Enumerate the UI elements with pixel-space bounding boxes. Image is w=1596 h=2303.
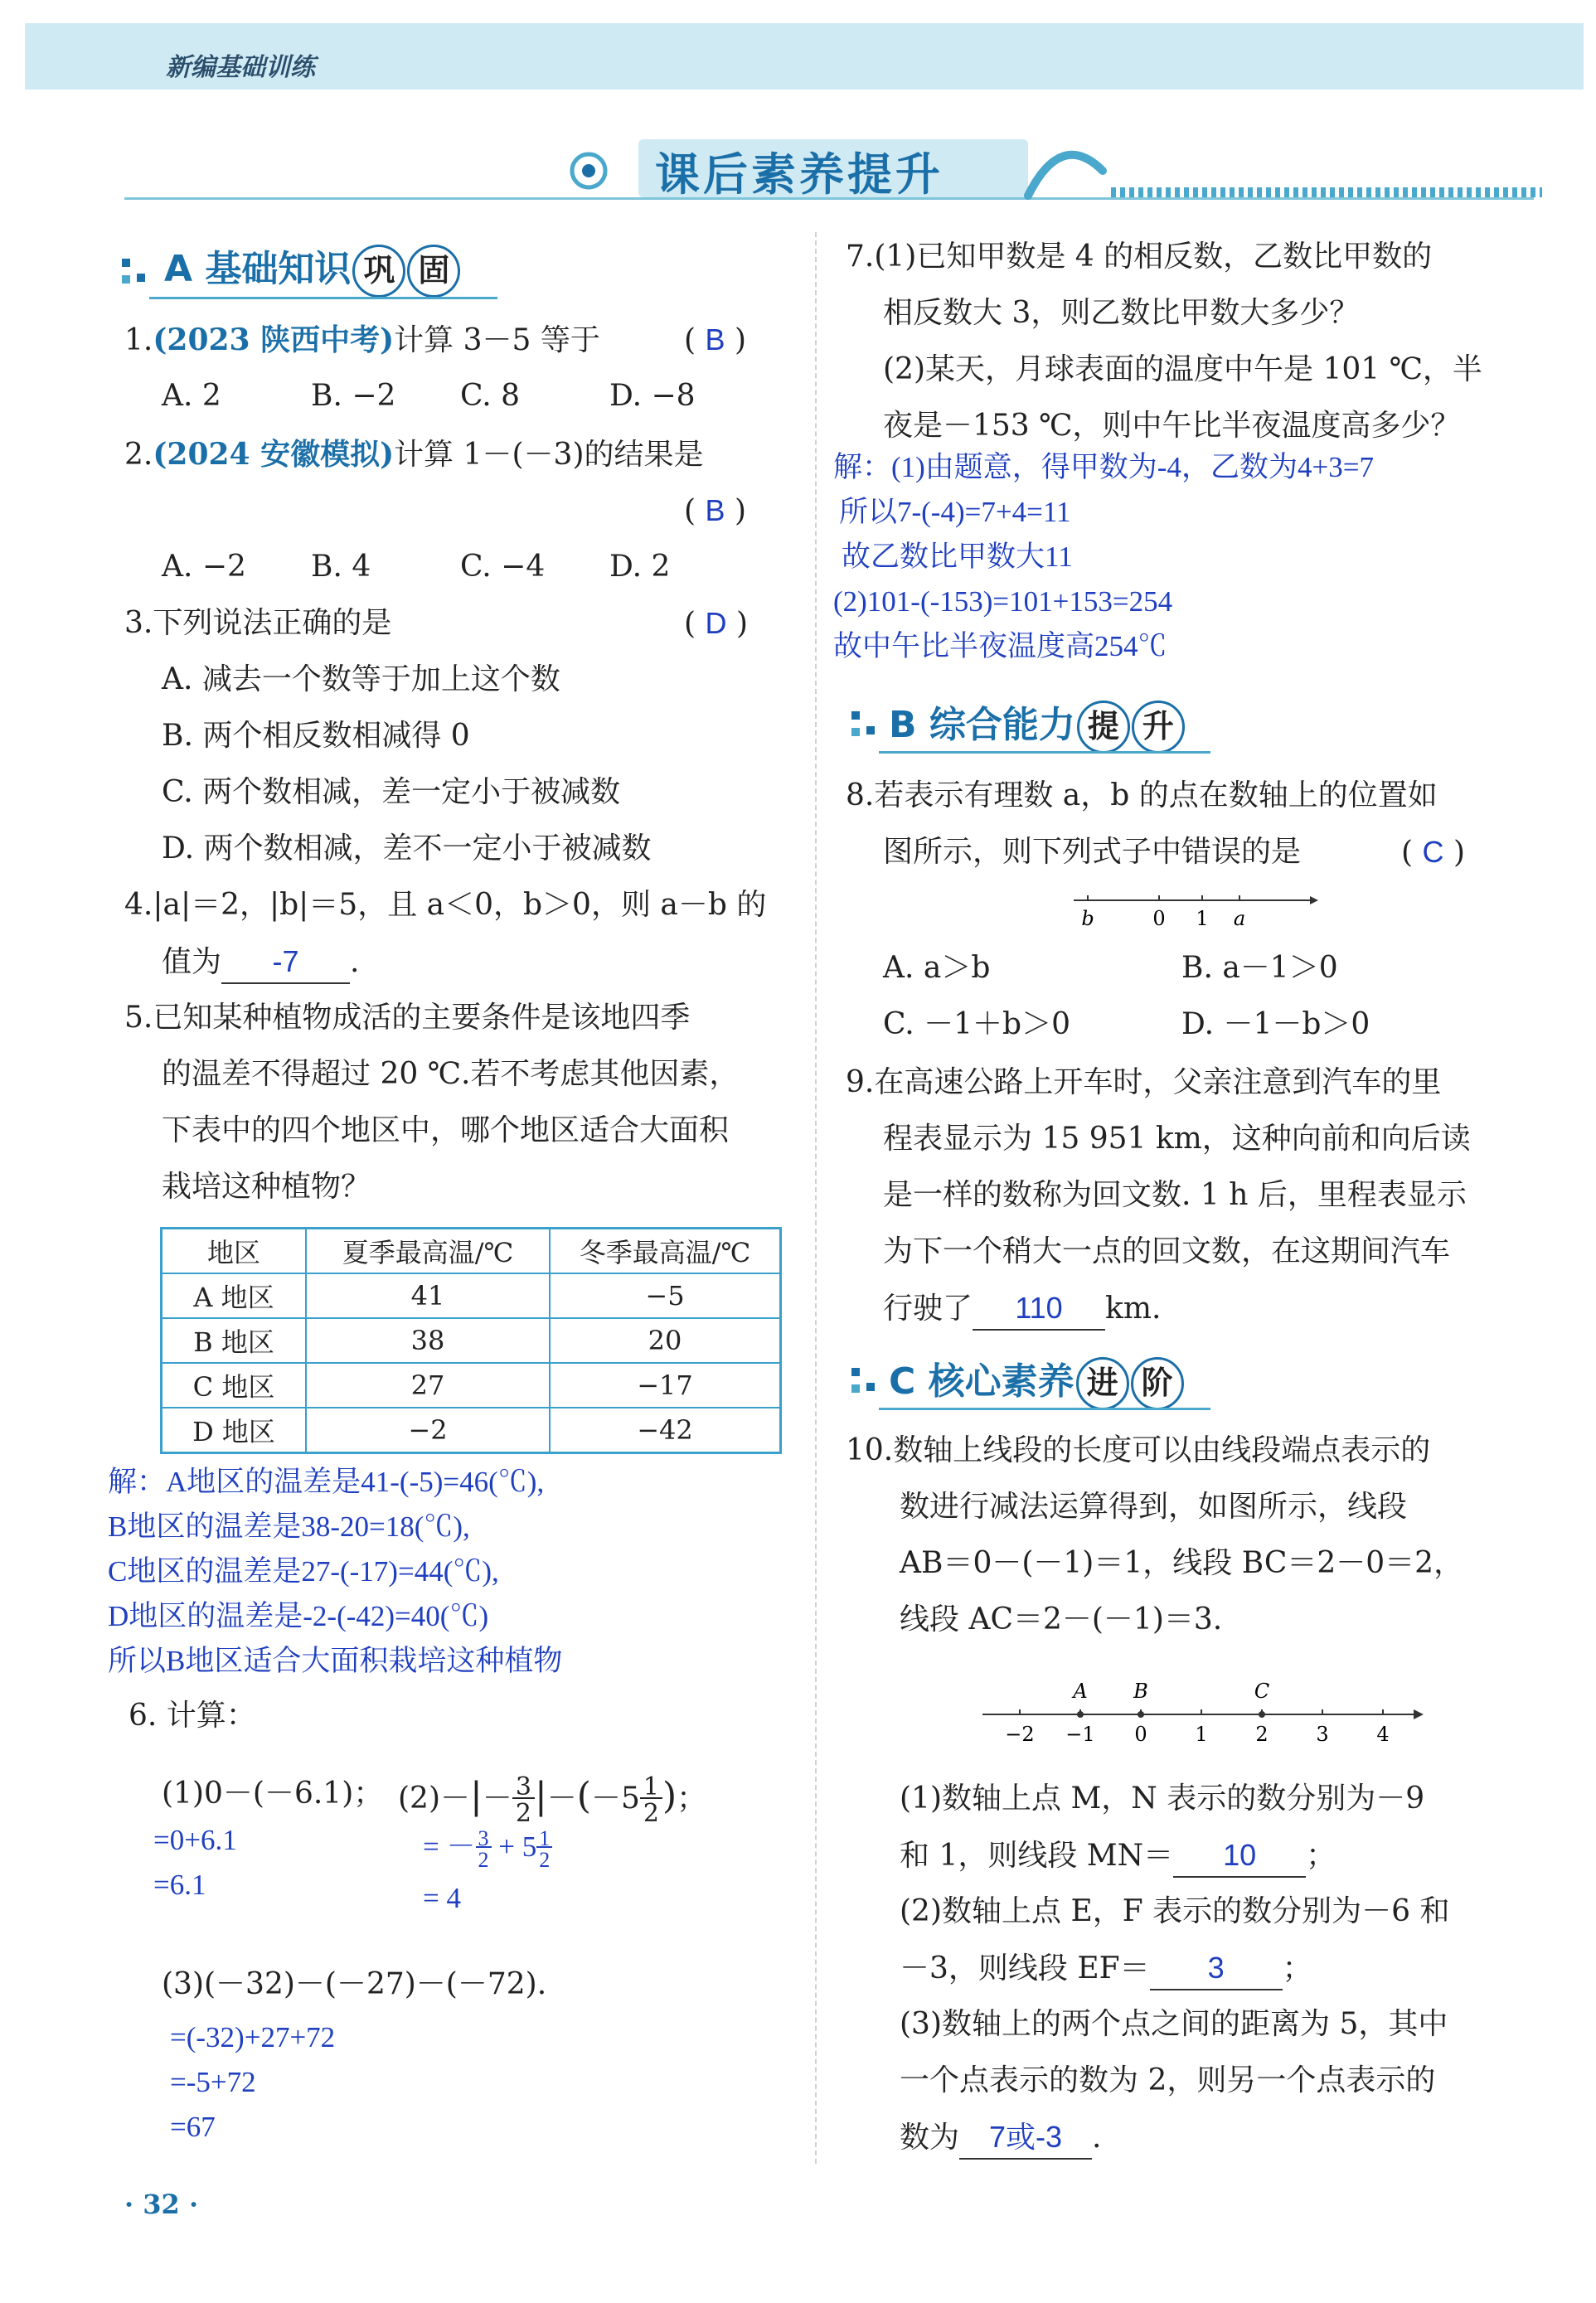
column-divider xyxy=(815,232,817,2164)
q1-option-c: C. 8 xyxy=(460,379,521,413)
q8-line2: 图所示，则下列式子中错误的是 xyxy=(883,835,1302,869)
table-row xyxy=(162,1318,781,1363)
q1-answer-bracket: ( B ) xyxy=(684,322,747,357)
q10-number-line xyxy=(978,1668,1426,1759)
series-title: 新编基础训练 xyxy=(166,53,315,82)
q10-part3-line2: 一个点表示的数为 2，则另一个点表示的 xyxy=(900,2063,1436,2097)
q1-option-a: A. 2 xyxy=(162,379,221,413)
q9-line1: 9.在高速公路上开车时，父亲注意到汽车的里 xyxy=(846,1065,1442,1099)
q10-line1: 10.数轴上线段的长度可以由线段端点表示的 xyxy=(846,1433,1431,1467)
q7-solution-line: 所以7-(-4)=7+4=11 xyxy=(839,496,1071,528)
q8-option-c: C. －1＋b＞0 xyxy=(883,1007,1071,1041)
q3-option-c: C. 两个数相减，差一定小于被减数 xyxy=(162,775,621,809)
table-row xyxy=(162,1273,781,1318)
q3-stem: 3.下列说法正确的是 xyxy=(124,606,392,640)
section-dots-icon xyxy=(850,1366,880,1396)
q10-line4: 线段 AC＝2－(－1)＝3. xyxy=(900,1602,1223,1636)
q8-answer-bracket: ( C ) xyxy=(1401,835,1465,870)
q10-tick-label: 4 xyxy=(1376,1723,1390,1746)
section-dots-icon xyxy=(850,710,880,739)
table-row xyxy=(162,1408,781,1453)
q6-work3-line: =67 xyxy=(170,2111,216,2143)
section-dots-icon xyxy=(120,257,150,287)
table-cell: 27 xyxy=(306,1363,550,1408)
q6-work2-line1: = － 3 2 + 5 1 2 xyxy=(423,1827,552,1871)
q3-answer-bracket: ( D ) xyxy=(684,606,748,641)
q8-axis-label: a xyxy=(1233,907,1246,930)
q2-answer-bracket: ( B ) xyxy=(684,493,747,528)
q1-option-d: D. −8 xyxy=(609,379,696,413)
q6-part2: (2)－|－ 3 2|－(－5 1 2)； xyxy=(398,1772,707,1828)
q6-part1: (1)0－(－6.1)； xyxy=(162,1777,384,1811)
q10-part2-line1: (2)数轴上点 E，F 表示的数分别为－6 和 xyxy=(900,1894,1450,1928)
q9-line5: 行驶了 110 km. xyxy=(883,1288,1161,1331)
q6-part3: (3)(－32)－(－27)－(－72). xyxy=(162,1967,547,2001)
table-cell: 38 xyxy=(306,1318,550,1363)
q5-solution-line: 解：A地区的温差是41-(-5)=46(℃), xyxy=(108,1466,545,1498)
q5-line2: 的温差不得超过 20 ℃.若不考虑其他因素， xyxy=(162,1057,740,1091)
table-cell: −5 xyxy=(550,1273,781,1318)
page-number: · 32 · xyxy=(124,2189,199,2220)
q6-stem: 6. 计算： xyxy=(129,1699,256,1733)
q6-work3-line: =(-32)+27+72 xyxy=(170,2021,336,2053)
title-swirl-icon xyxy=(1020,138,1111,204)
q10-tick-label: 2 xyxy=(1255,1723,1269,1746)
q5-line3: 下表中的四个地区中，哪个地区适合大面积 xyxy=(162,1113,730,1147)
section-c-heading: C 核心素养 进 阶 xyxy=(889,1351,1184,1410)
table-cell: D 地区 xyxy=(162,1408,307,1453)
q1-stem: 1.(2023 陕西中考)计算 3－5 等于 xyxy=(124,322,600,357)
q7-line2: 相反数大 3，则乙数比甲数大多少？ xyxy=(883,296,1360,330)
q9-line2: 程表显示为 15 951 km，这种向前和向后读 xyxy=(883,1122,1471,1156)
section-a-heading: A 基础知识 巩 固 xyxy=(164,239,460,298)
q7-line1: 7.(1)已知甲数是 4 的相反数，乙数比甲数的 xyxy=(846,240,1433,274)
q8-option-b: B. a－1＞0 xyxy=(1181,951,1338,985)
title-dashes xyxy=(1111,187,1542,197)
q2-option-c: C. −4 xyxy=(460,550,546,584)
q9-line4: 为下一个稍大一点的回文数，在这期间汽车 xyxy=(883,1234,1451,1268)
q9-line3: 是一样的数称为回文数. 1 h 后，里程表显示 xyxy=(883,1178,1467,1212)
q10-point-label: A xyxy=(1073,1680,1088,1703)
q1-option-b: B. −2 xyxy=(311,379,396,413)
q6-work2-line2: = 4 xyxy=(423,1882,461,1914)
q5-solution-line: D地区的温差是-2-(-42)=40(℃) xyxy=(108,1600,489,1632)
section-a-rule xyxy=(149,297,497,299)
q10-line3: AB＝0－(－1)＝1，线段 BC＝2－0＝2， xyxy=(900,1546,1464,1580)
table-header-cell: 夏季最高温/℃ xyxy=(306,1229,550,1274)
q5-line4: 栽培这种植物？ xyxy=(162,1170,371,1204)
q7-solution-line: 解：(1)由题意，得甲数为-4，乙数为4+3=7 xyxy=(833,451,1374,483)
q8-axis-label: b xyxy=(1081,907,1094,930)
q2-option-a: A. −2 xyxy=(162,550,246,584)
table-cell: C 地区 xyxy=(162,1363,307,1408)
table-row xyxy=(162,1363,781,1408)
q10-part1-line2: 和 1，则线段 MN＝ 10 ； xyxy=(900,1835,1336,1878)
q4-line2: 值为 -7 . xyxy=(162,942,359,984)
section-b-heading: B 综合能力 提 升 xyxy=(889,695,1185,754)
table-cell: B 地区 xyxy=(162,1318,307,1363)
q3-option-b: B. 两个相反数相减得 0 xyxy=(162,719,470,753)
q2-option-d: D. 2 xyxy=(609,550,671,584)
table-cell: −2 xyxy=(306,1408,550,1453)
table-cell: 41 xyxy=(306,1273,550,1318)
q2-stem: 2.(2024 安徽模拟)计算 1－(－3)的结果是 xyxy=(124,437,704,472)
q8-number-line xyxy=(1070,887,1318,937)
q5-solution-line: B地区的温差是38-20=18(℃), xyxy=(108,1510,470,1543)
q8-option-a: A. a＞b xyxy=(883,951,991,985)
q7-line4: 夜是－153 ℃，则中午比半夜温度高多少？ xyxy=(883,409,1461,443)
q3-option-d: D. 两个数相减，差不一定小于被减数 xyxy=(162,832,652,865)
q10-point-label: B xyxy=(1133,1680,1148,1703)
q10-part1-line1: (1)数轴上点 M，N 表示的数分别为－9 xyxy=(900,1782,1425,1816)
section-c-rule xyxy=(879,1408,1210,1410)
q3-option-a: A. 减去一个数等于加上这个数 xyxy=(162,662,560,696)
q8-line1: 8.若表示有理数 a，b 的点在数轴上的位置如 xyxy=(846,778,1438,812)
table-cell: 20 xyxy=(550,1318,781,1363)
q10-tick-label: −2 xyxy=(1005,1723,1035,1746)
q5-line1: 5.已知某种植物成活的主要条件是该地四季 xyxy=(124,1001,691,1035)
q8-option-d: D. －1－b＞0 xyxy=(1181,1007,1370,1041)
q10-point-label: C xyxy=(1254,1680,1270,1703)
q10-part3-line1: (3)数轴上的两个点之间的距离为 5，其中 xyxy=(900,2007,1448,2041)
q7-solution-line: 故中午比半夜温度高254℃ xyxy=(833,630,1167,662)
q7-line3: (2)某天，月球表面的温度中午是 101 ℃，半 xyxy=(883,352,1482,386)
q7-solution-line: (2)101-(-153)=101+153=254 xyxy=(833,585,1173,618)
table-cell: −17 xyxy=(550,1363,781,1408)
q8-axis-label: 0 xyxy=(1152,907,1166,930)
q6-work1-line: =0+6.1 xyxy=(153,1824,237,1856)
page-title: 课后素养提升 xyxy=(655,148,944,201)
q6-work1-line: =6.1 xyxy=(153,1869,206,1901)
table-header-row xyxy=(162,1229,781,1274)
q5-solution-line: C地区的温差是27-(-17)=44(℃), xyxy=(108,1555,499,1588)
q10-part3-line3: 数为 7或-3 . xyxy=(900,2117,1101,2160)
title-target-icon xyxy=(564,146,614,196)
q2-option-b: B. 4 xyxy=(311,550,371,584)
q10-tick-label: −1 xyxy=(1065,1723,1095,1746)
q10-tick-label: 1 xyxy=(1195,1723,1208,1746)
q10-tick-label: 0 xyxy=(1134,1723,1147,1746)
q8-axis-label: 1 xyxy=(1196,907,1209,930)
q4-stem: 4.|a|＝2，|b|＝5，且 a＜0，b＞0，则 a－b 的 xyxy=(124,888,767,922)
table-cell: A 地区 xyxy=(162,1273,307,1318)
q7-solution-line: 故乙数比甲数大11 xyxy=(842,541,1073,573)
table-cell: −42 xyxy=(550,1408,781,1453)
table-header-cell: 地区 xyxy=(162,1229,307,1274)
q10-part2-line2: －3，则线段 EF＝ 3 ； xyxy=(900,1948,1312,1990)
q10-line2: 数进行减法运算得到，如图所示，线段 xyxy=(900,1490,1408,1524)
temperature-table xyxy=(160,1227,782,1454)
q6-work3-line: =-5+72 xyxy=(170,2066,256,2098)
q10-tick-label: 3 xyxy=(1316,1723,1329,1746)
q5-solution-line: 所以B地区适合大面积栽培这种植物 xyxy=(108,1645,563,1677)
section-b-rule xyxy=(879,751,1210,754)
table-header-cell: 冬季最高温/℃ xyxy=(550,1229,781,1274)
